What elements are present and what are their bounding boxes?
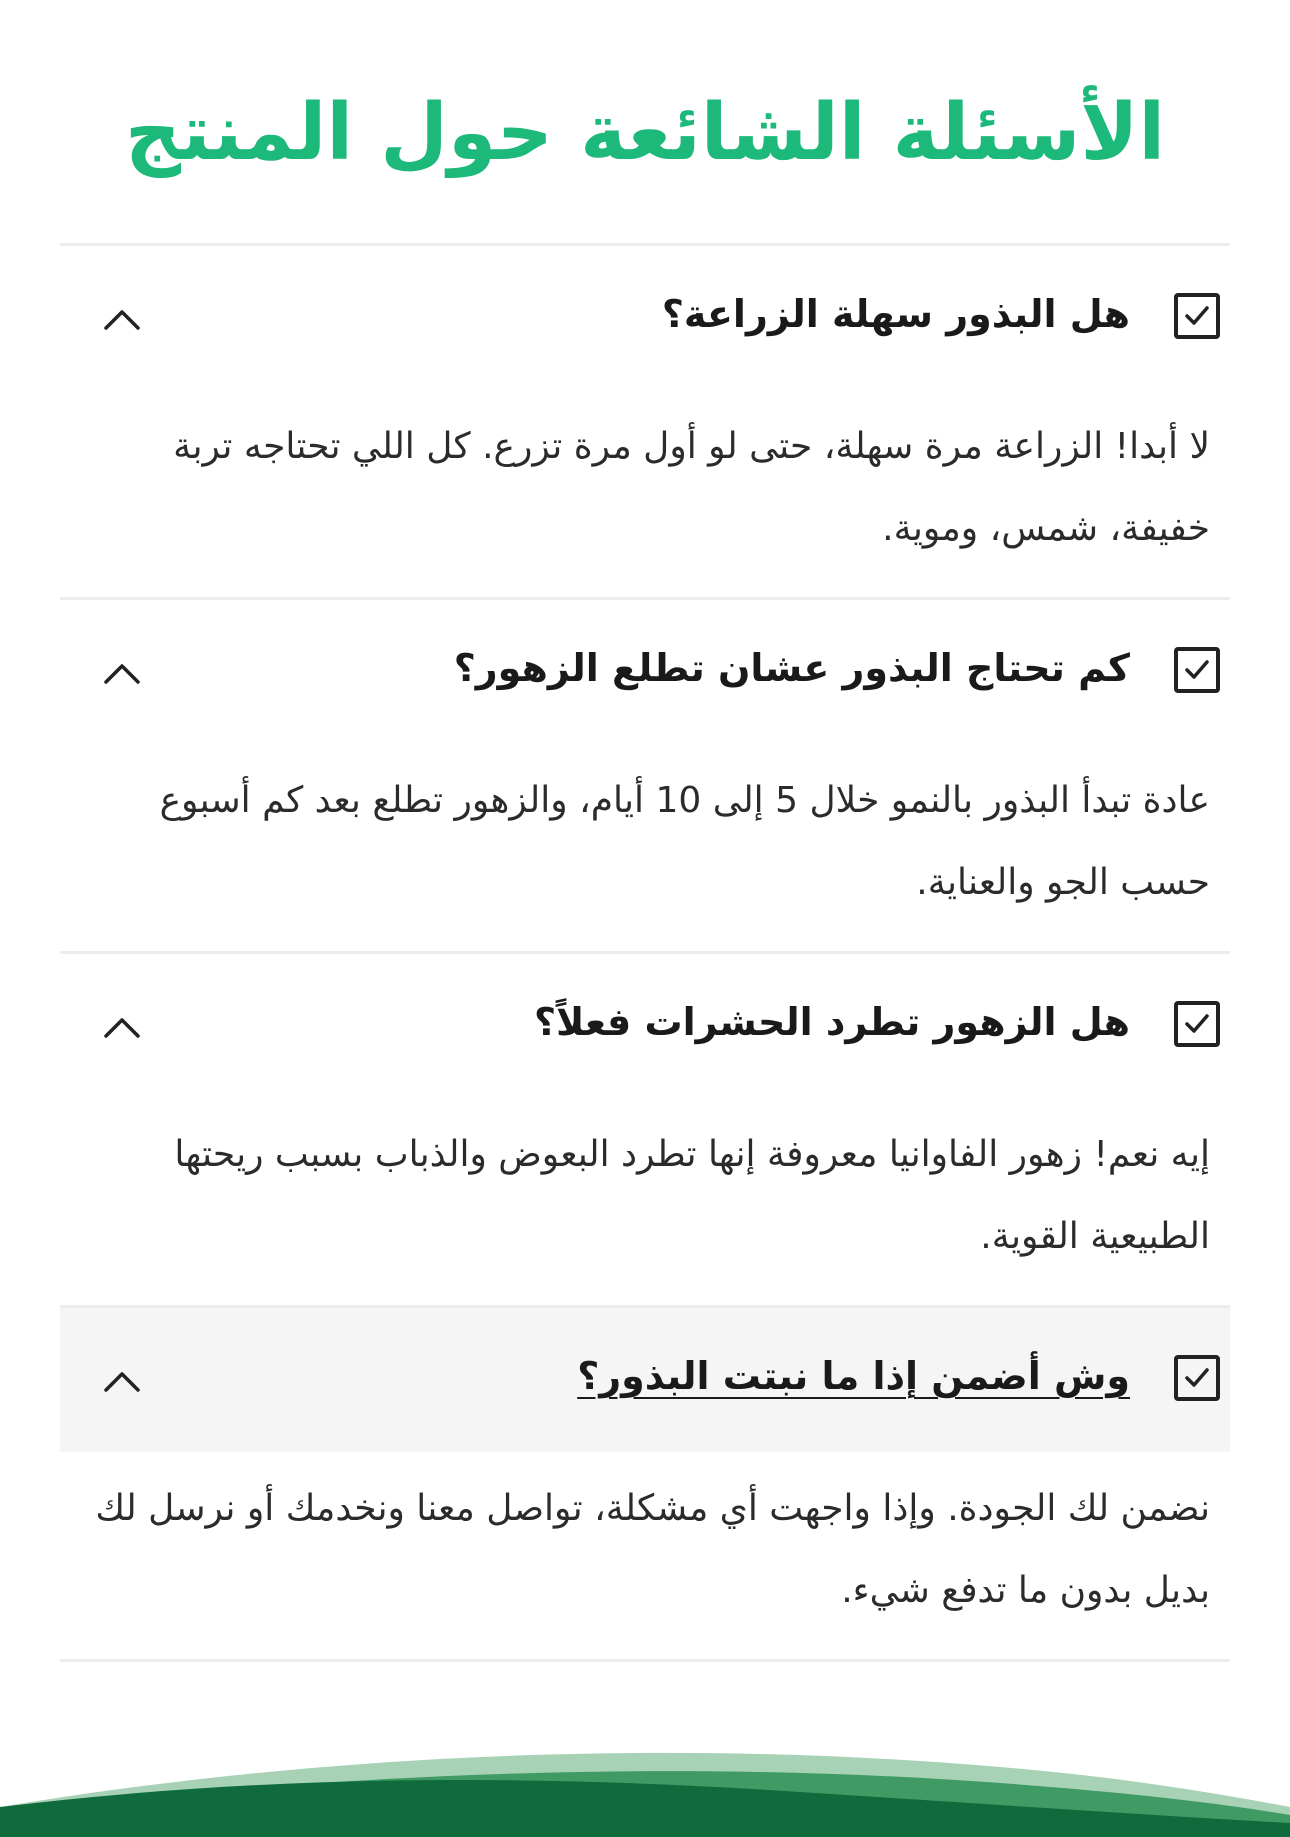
faq-question-row[interactable] <box>60 1308 1230 1452</box>
faq-item <box>60 597 1230 951</box>
faq-question-row[interactable] <box>60 954 1230 1098</box>
chevron-up-icon[interactable] <box>100 1360 144 1400</box>
faq-item <box>60 1305 1230 1662</box>
faq-item <box>60 951 1230 1305</box>
check-square-icon[interactable] <box>1174 293 1220 339</box>
check-square-icon[interactable] <box>1174 1001 1220 1047</box>
faq-answer: إيه نعم! زهور الفاوانيا معروفة إنها تطرد البعوض والذباب بسبب ريحتها الطبيعية القوية. <box>174 1134 1210 1257</box>
faq-question[interactable]: كم تحتاج البذور عشان تطلع الزهور؟ <box>453 646 1130 690</box>
faq-question-row[interactable] <box>60 246 1230 390</box>
chevron-up-icon[interactable] <box>100 652 144 692</box>
faq-answer: لا أبدا! الزراعة مرة سهلة، حتى لو أول مرة تزرع. كل اللي تحتاجه تربة خفيفة، شمس، وموية. <box>173 426 1210 549</box>
footer-wave-decoration <box>0 1737 1290 1837</box>
faq-question-row[interactable] <box>60 600 1230 744</box>
faq-item <box>60 243 1230 597</box>
check-square-icon[interactable] <box>1174 647 1220 693</box>
faq-answer: عادة تبدأ البذور بالنمو خلال 5 إلى 10 أيام، والزهور تطلع بعد كم أسبوع حسب الجو والعناية. <box>159 780 1210 903</box>
faq-answer: نضمن لك الجودة. وإذا واجهت أي مشكلة، تواصل معنا ونخدمك أو نرسل لك بديل بدون ما تدفع شيء. <box>95 1488 1210 1611</box>
chevron-up-icon[interactable] <box>100 1006 144 1046</box>
page-title: الأسئلة الشائعة حول المنتج <box>124 88 1166 178</box>
faq-list <box>60 243 1230 1662</box>
check-square-icon[interactable] <box>1174 1355 1220 1401</box>
chevron-up-icon[interactable] <box>100 298 144 338</box>
faq-question[interactable]: هل الزهور تطرد الحشرات فعلاً؟ <box>533 1000 1130 1044</box>
faq-question[interactable]: وش أضمن إذا ما نبتت البذور؟ <box>577 1354 1130 1398</box>
faq-question[interactable]: هل البذور سهلة الزراعة؟ <box>661 292 1130 336</box>
